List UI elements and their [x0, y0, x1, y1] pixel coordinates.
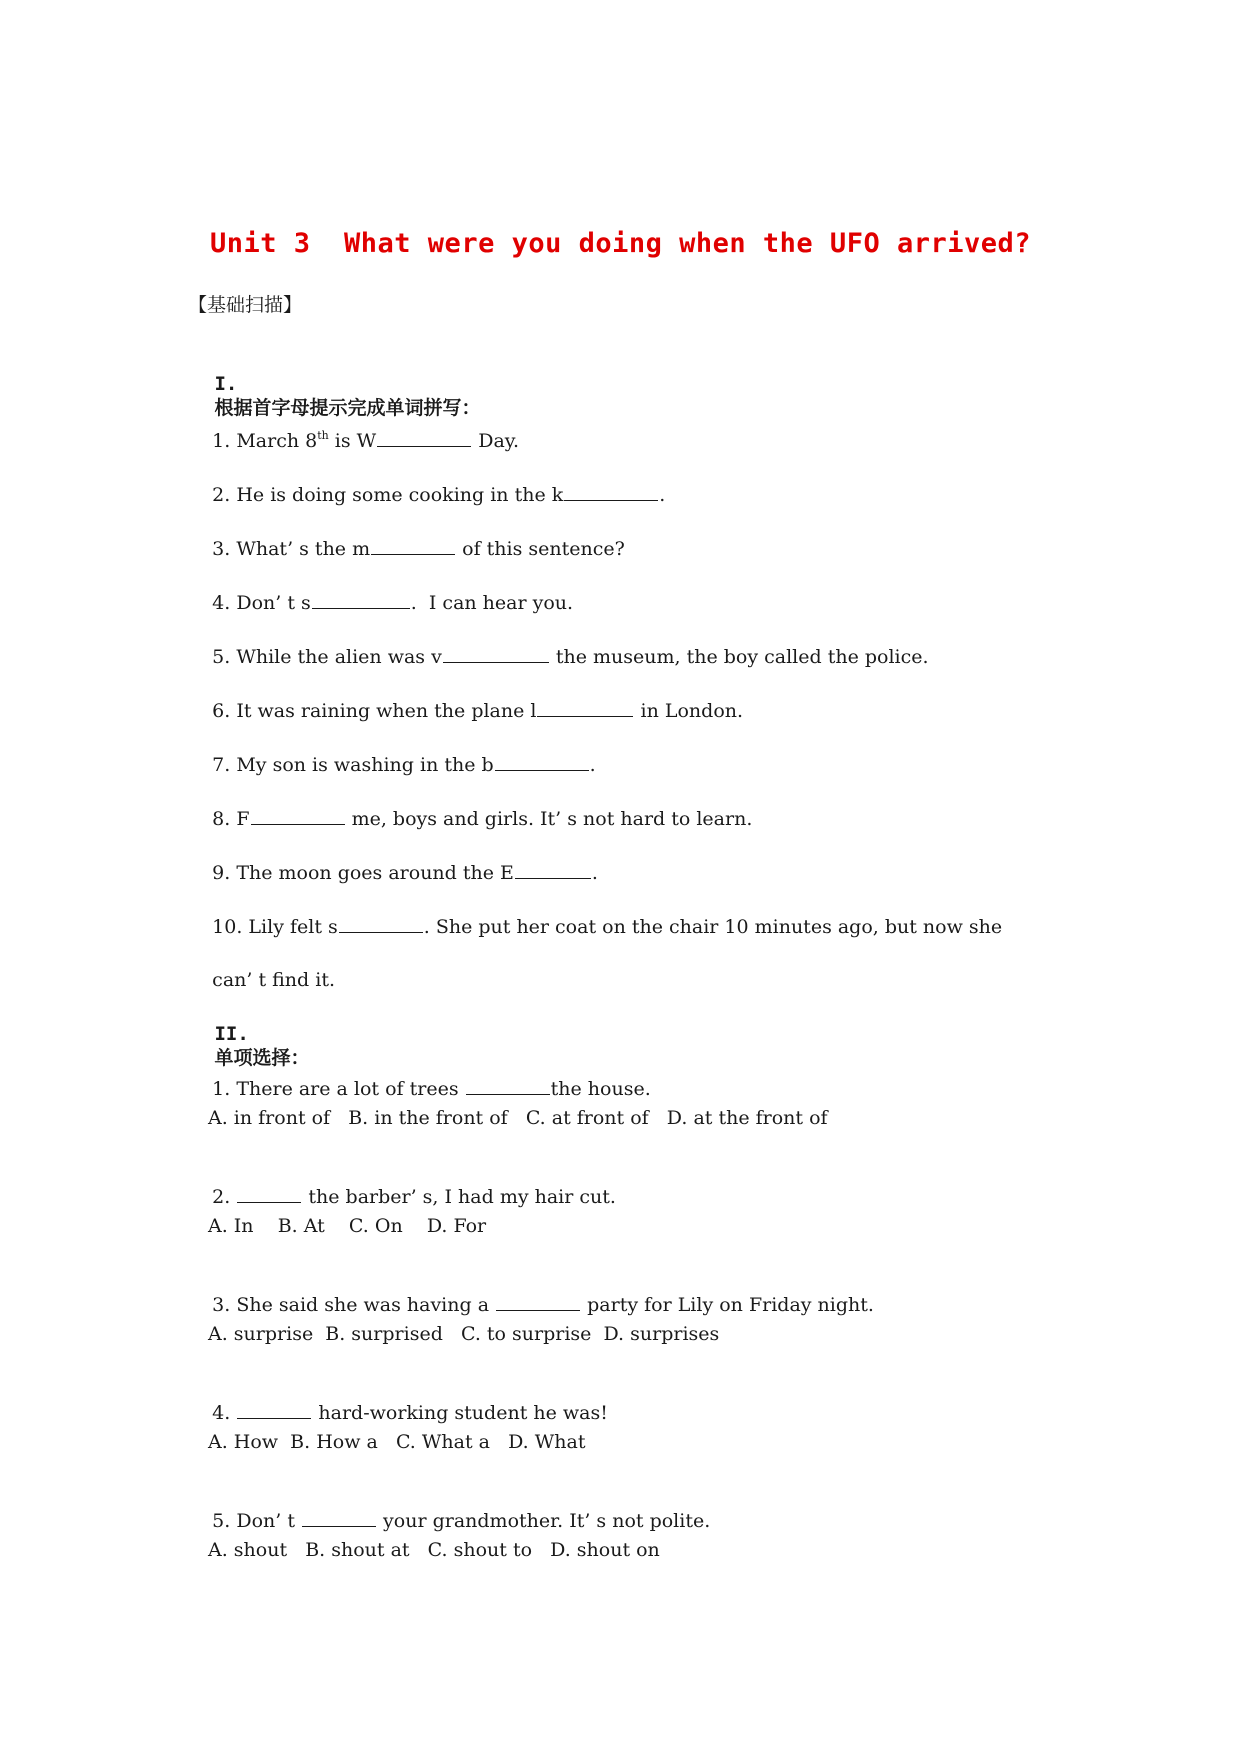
answer-options: A. How B. How a C. What a D. What — [208, 1431, 586, 1453]
answer-options: A. shout B. shout at C. shout to D. shout on — [208, 1539, 660, 1561]
answer-blank[interactable] — [339, 914, 423, 933]
section-number: II. — [214, 1023, 249, 1045]
question-item: 2. the barber’ s, I had my hair cut. — [212, 1186, 616, 1208]
answer-blank[interactable] — [564, 482, 658, 501]
list-item: 8. F me, boys and girls. It’ s not hard to learn. — [212, 808, 753, 830]
question-item: 4. hard-working student he was! — [212, 1402, 608, 1424]
answer-blank[interactable] — [515, 860, 591, 879]
answer-blank[interactable] — [496, 1292, 580, 1311]
section-tag: 【基础扫描】 — [188, 294, 303, 316]
answer-options: A. in front of B. in the front of C. at front of D. at the front of — [208, 1107, 828, 1129]
list-item: 10. Lily felt s . She put her coat on the chair 10 minutes ago, but now she — [212, 916, 1003, 938]
answer-blank[interactable] — [377, 428, 471, 447]
list-item: 7. My son is washing in the b . — [212, 754, 596, 776]
question-item: 3. She said she was having a party for Lily on Friday night. — [212, 1294, 874, 1316]
list-item: 3. What’ s the m of this sentence? — [212, 538, 625, 560]
answer-blank[interactable] — [466, 1076, 550, 1095]
section-number: I. — [214, 373, 238, 395]
list-item: 2. He is doing some cooking in the k . — [212, 484, 666, 506]
list-item: 6. It was raining when the plane l in London. — [212, 700, 744, 722]
list-item: 5. While the alien was v the museum, the boy called the police. — [212, 646, 929, 668]
answer-blank[interactable] — [371, 536, 455, 555]
answer-blank[interactable] — [312, 590, 410, 609]
answer-blank[interactable] — [537, 698, 633, 717]
answer-blank[interactable] — [302, 1508, 376, 1527]
list-item: 9. The moon goes around the E . — [212, 862, 598, 884]
section-title: 单项选择： — [214, 1047, 310, 1069]
answer-blank[interactable] — [443, 644, 549, 663]
list-item: 4. Don’ t s . I can hear you. — [212, 592, 574, 614]
question-item: 1. There are a lot of trees the house. — [212, 1078, 651, 1100]
page-title: Unit 3 What were you doing when the UFO arrived? — [209, 228, 1031, 259]
section-title: 根据首字母提示完成单词拼写： — [214, 397, 481, 419]
answer-blank[interactable] — [237, 1400, 311, 1419]
question-item: 5. Don’ t your grandmother. It’ s not polite. — [212, 1510, 711, 1532]
answer-blank[interactable] — [237, 1184, 301, 1203]
answer-blank[interactable] — [251, 806, 345, 825]
answer-blank[interactable] — [495, 752, 589, 771]
list-item: 1. March 8th is W Day. — [212, 429, 520, 452]
answer-options: A. In B. At C. On D. For — [208, 1215, 487, 1237]
answer-options: A. surprise B. surprised C. to surprise D. surprises — [208, 1323, 720, 1345]
list-item-continuation: can’ t find it. — [212, 969, 335, 991]
